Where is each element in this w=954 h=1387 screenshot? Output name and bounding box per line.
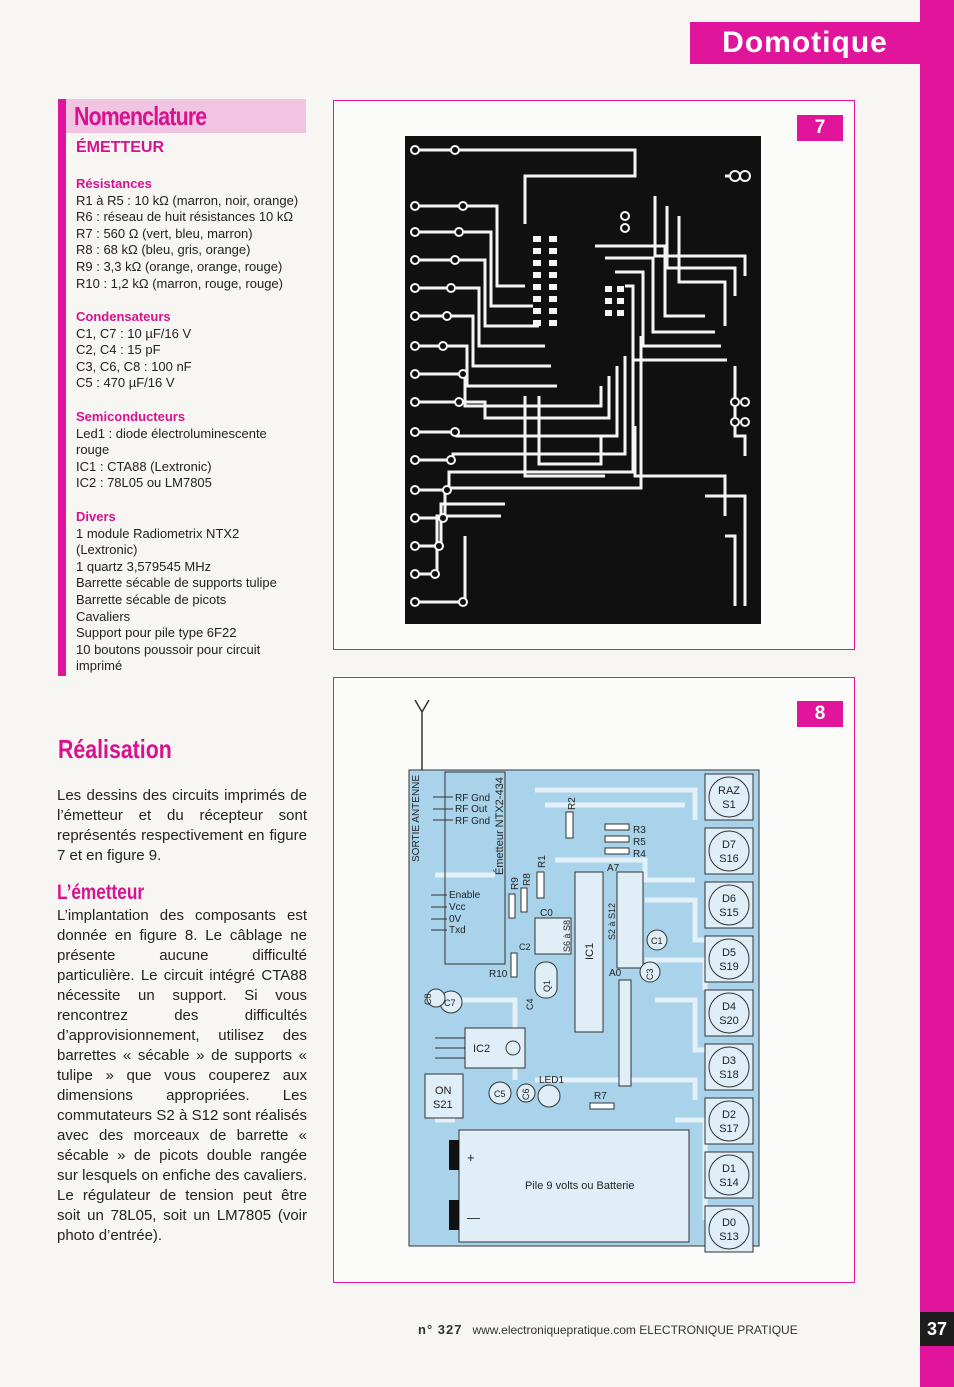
label-ic2: IC2: [473, 1043, 491, 1055]
group-label: Condensateurs: [76, 309, 171, 324]
pushbutton-label: RAZ: [718, 785, 740, 797]
label-c2: C2: [519, 942, 531, 952]
list-item: R1 à R5 : 10 kΩ (marron, noir, orange): [76, 192, 299, 208]
label-led1: LED1: [539, 1075, 565, 1086]
pushbutton-s15: [705, 882, 753, 928]
group-condensateurs: [76, 309, 311, 392]
list-item: R8 : 68 kΩ (bleu, gris, orange): [76, 242, 251, 258]
label-antenna: SORTIE ANTENNE: [411, 774, 422, 862]
pushbutton-id: S13: [719, 1231, 739, 1243]
list-item: R9 : 3,3 kΩ (orange, orange, rouge): [76, 258, 283, 274]
pushbutton-id: S1: [722, 799, 736, 811]
pushbutton-s18: [705, 1044, 753, 1090]
pushbutton-label: D7: [721, 839, 737, 851]
pushbutton-id: S17: [719, 1123, 739, 1135]
group-label: Résistances: [76, 176, 152, 191]
footer-url[interactable]: www.electroniquepratique.com: [472, 1323, 636, 1337]
label-ic1: IC1: [584, 942, 596, 960]
figure-7-number: 7: [797, 115, 843, 141]
list-item: 10 boutons poussoir pour circuit imprimé: [76, 641, 261, 674]
label-a7: A7: [607, 863, 620, 874]
list-item: Barrette sécable de supports tulipe: [76, 575, 277, 591]
pushbutton-label: D5: [721, 947, 737, 959]
label-s21: S21: [433, 1099, 453, 1111]
list-item: IC2 : 78L05 ou LM7805: [76, 475, 212, 491]
group-semiconducteurs: [76, 409, 291, 492]
emetteur-body: L’implantation des composants est donnée en figure 8. Le câblage ne présente aucune difficulté particulière. Le circuit intégré CTA88 nécessite un support. Si vous rencontrez des difficultés d’approvisionnement, utilisez des barrettes « sécable » de supports « tulipe » que vous couperez aux dimensions appropriées. Les commutateurs S2 à S12 sont réalisés avec des morceaux de barrette « sécable » de picots double rangée sur lesquels on enfiche des cavaliers. Le régulateur de tension peut être soit un 78L05, soit un LM7805 (voir photo d’entrée).: [57, 907, 307, 1244]
list-item: R10 : 1,2 kΩ (marron, rouge, rouge): [76, 275, 283, 291]
nomenclature-bar: [58, 99, 66, 676]
group-divers: [76, 509, 286, 675]
pushbutton-label: D2: [721, 1109, 737, 1121]
list-item: Barrette sécable de picots: [76, 591, 227, 607]
label-module: Émetteur NTX2-434: [494, 777, 506, 875]
label-r4: R4: [633, 849, 646, 860]
list-item: C3, C6, C8 : 100 nF: [76, 358, 192, 374]
group-label: Semiconducteurs: [76, 409, 186, 424]
footer: [418, 1322, 798, 1337]
list-item: C2, C4 : 15 pF: [76, 342, 161, 358]
nomenclature-subtitle: ÉMETTEUR: [76, 139, 164, 156]
group-resistances: [76, 176, 311, 292]
list-item: R7 : 560 Ω (vert, bleu, marron): [76, 225, 253, 241]
label-r2: R2: [567, 797, 578, 810]
pushbutton-s13: [705, 1206, 753, 1252]
label-vcc: Vcc: [449, 902, 466, 913]
pushbutton-column: [705, 774, 753, 1252]
figure-8-number: 8: [797, 701, 843, 727]
list-item: C1, C7 : 10 µF/16 V: [76, 325, 192, 341]
page-number: 37: [920, 1312, 954, 1346]
list-item: C5 : 470 µF/16 V: [76, 375, 175, 391]
label-s6-s8: S6 à S8: [562, 919, 572, 952]
label-r10: R10: [489, 969, 508, 980]
pushbutton-s20: [705, 990, 753, 1036]
battery-plus: +: [467, 1150, 475, 1165]
label-r7: R7: [594, 1091, 607, 1102]
label-r5: R5: [633, 837, 646, 848]
list-item: IC1 : CTA88 (Lextronic): [76, 458, 212, 474]
pushbutton-s17: [705, 1098, 753, 1144]
footer-magazine: ELECTRONIQUE PRATIQUE: [639, 1323, 798, 1337]
label-battery: Pile 9 volts ou Batterie: [525, 1180, 635, 1192]
pushbutton-s16: [705, 828, 753, 874]
pushbutton-id: S20: [719, 1015, 739, 1027]
group-label: Divers: [76, 509, 116, 524]
pushbutton-label: D3: [721, 1055, 737, 1067]
pushbutton-s14: [705, 1152, 753, 1198]
label-enable: Enable: [449, 890, 481, 901]
pushbutton-id: S18: [719, 1069, 739, 1081]
label-r8: R8: [522, 873, 533, 886]
label-r1: R1: [537, 855, 548, 868]
nomenclature-title: Nomenclature: [74, 101, 207, 131]
component-layout-diagram: [395, 700, 773, 1260]
pushbutton-id: S16: [719, 853, 739, 865]
label-0v: 0V: [449, 914, 462, 925]
pushbutton-id: S19: [719, 961, 739, 973]
list-item: 1 quartz 3,579545 MHz: [76, 558, 212, 574]
footer-issue: n° 327: [418, 1322, 463, 1337]
label-c1: C1: [651, 936, 663, 946]
label-c3: C3: [645, 968, 655, 980]
label-a0: A0: [609, 968, 622, 979]
label-c0: C0: [540, 908, 553, 919]
label-rf-gnd-2: RF Gnd: [455, 816, 491, 827]
pushbutton-s1: [705, 774, 753, 820]
label-c5: C5: [494, 1089, 506, 1099]
battery-minus: —: [467, 1210, 480, 1225]
label-c7: C7: [444, 998, 456, 1008]
label-r9: R9: [510, 877, 521, 890]
label-q1: Q1: [542, 979, 552, 992]
list-item: Led1 : diode électroluminescente rouge: [76, 425, 267, 458]
pcb-layout-image: [405, 136, 761, 624]
label-rf-gnd: RF Gnd: [455, 793, 491, 804]
realisation-intro: Les dessins des circuits imprimés de l’émetteur et du récepteur sont représentés respectivement en figure 7 et en figure 9.: [57, 787, 307, 864]
label-r3: R3: [633, 825, 646, 836]
label-s2-s12: S2 à S12: [607, 902, 617, 940]
list-item: 1 module Radiometrix NTX2 (Lextronic): [76, 525, 240, 558]
list-item: Support pour pile type 6F22: [76, 625, 237, 641]
list-item: Cavaliers: [76, 608, 131, 624]
label-c6: C6: [521, 1088, 531, 1100]
emetteur-title: L’émetteur: [57, 881, 145, 904]
pushbutton-label: D6: [721, 893, 737, 905]
pushbutton-label: D4: [721, 1001, 737, 1013]
label-rf-out: RF Out: [455, 804, 488, 815]
realisation-title: Réalisation: [58, 734, 172, 764]
pushbutton-id: S15: [719, 907, 739, 919]
label-c8: C8: [423, 993, 433, 1005]
label-c4: C4: [525, 998, 535, 1010]
pushbutton-id: S14: [719, 1177, 739, 1189]
pushbutton-label: D1: [721, 1163, 737, 1175]
pushbutton-s19: [705, 936, 753, 982]
label-on: ON: [435, 1085, 452, 1097]
label-txd: Txd: [449, 925, 466, 936]
pushbutton-label: D0: [721, 1217, 737, 1229]
section-banner: Domotique: [690, 22, 920, 64]
edge-strip: [920, 0, 954, 1387]
list-item: R6 : réseau de huit résistances 10 kΩ: [76, 209, 294, 225]
